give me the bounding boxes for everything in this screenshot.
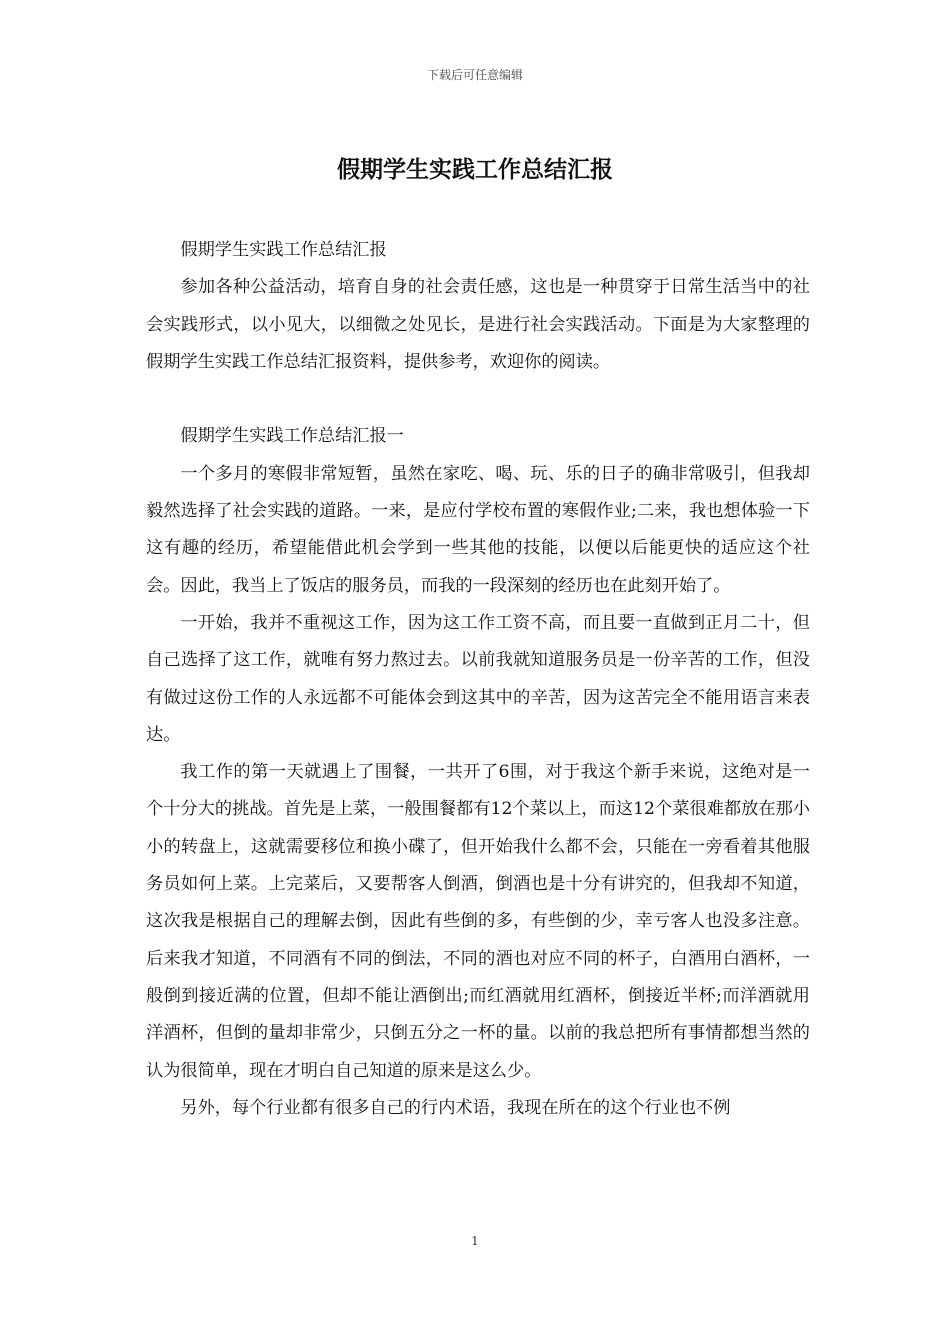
intro-paragraph: 参加各种公益活动，培育自身的社会责任感，这也是一种贯穿于日常生活当中的社会实践形式，以小见大，以细微之处见长，是进行社会实践活动。下面是为大家整理的假期学生实践工作总结汇报资料，提供参考，欢迎你的阅读。: [146, 277, 810, 372]
blank-line: [146, 381, 810, 418]
section-heading: 假期学生实践工作总结汇报: [180, 240, 387, 260]
body-paragraph: 一开始，我并不重视这工作，因为这工作工资不高，而且要一直做到正月二十，但自己选择了这工作，就唯有努力熬过去。以前我就知道服务员是一份辛苦的工作，但没有做过这份工作的人永远都不可能体会到这其中的辛苦，因为这苦完全不能用语言来表达。: [146, 612, 810, 745]
page-number: 1: [471, 1234, 479, 1248]
document-body: [146, 232, 810, 1127]
body-paragraph: 我工作的第一天就遇上了围餐，一共开了6围，对于我这个新手来说，这绝对是一个十分大的挑战。首先是上菜，一般围餐都有12个菜以上，而这12个菜很难都放在那小小的转盘上，这就需要移位和换小碟了，但开始我什么都不会，只能在一旁看着其他服务员如何上菜。上完菜后，又要帮客人倒酒，倒酒也是十分有讲究的，但我却不知道，这次我是根据自己的理解去倒，因此有些倒的多，有些倒的少，幸亏客人也没多注意。后来我才知道，不同酒有不同的倒法，不同的酒也对应不同的杯子，白酒用白酒杯，一般倒到接近满的位置，但却不能让酒倒出;而红酒就用红酒杯，倒接近半杯;而洋酒就用洋酒杯，但倒的量却非常少，只倒五分之一杯的量。以前的我总把所有事情都想当然的认为很简单，现在才明白自己知道的原来是这么少。: [146, 762, 810, 1081]
body-paragraph: 另外，每个行业都有很多自己的行内术语，我现在所在的这个行业也不例: [180, 1097, 731, 1118]
body-paragraph: 一个多月的寒假非常短暂，虽然在家吃、喝、玩、乐的日子的确非常吸引，但我却毅然选择了社会实践的道路。一来，是应付学校布置的寒假作业;二来，我也想体验一下这有趣的经历，希望能借此机会学到一些其他的技能，以便以后能更快的适应这个社会。因此，我当上了饭店的服务员，而我的一段深刻的经历也在此刻开始了。: [146, 463, 810, 596]
section-heading: 假期学生实践工作总结汇报一: [180, 426, 404, 447]
page-header: 下载后可任意编辑: [426, 68, 523, 82]
document-title: 假期学生实践工作总结汇报: [337, 156, 613, 183]
